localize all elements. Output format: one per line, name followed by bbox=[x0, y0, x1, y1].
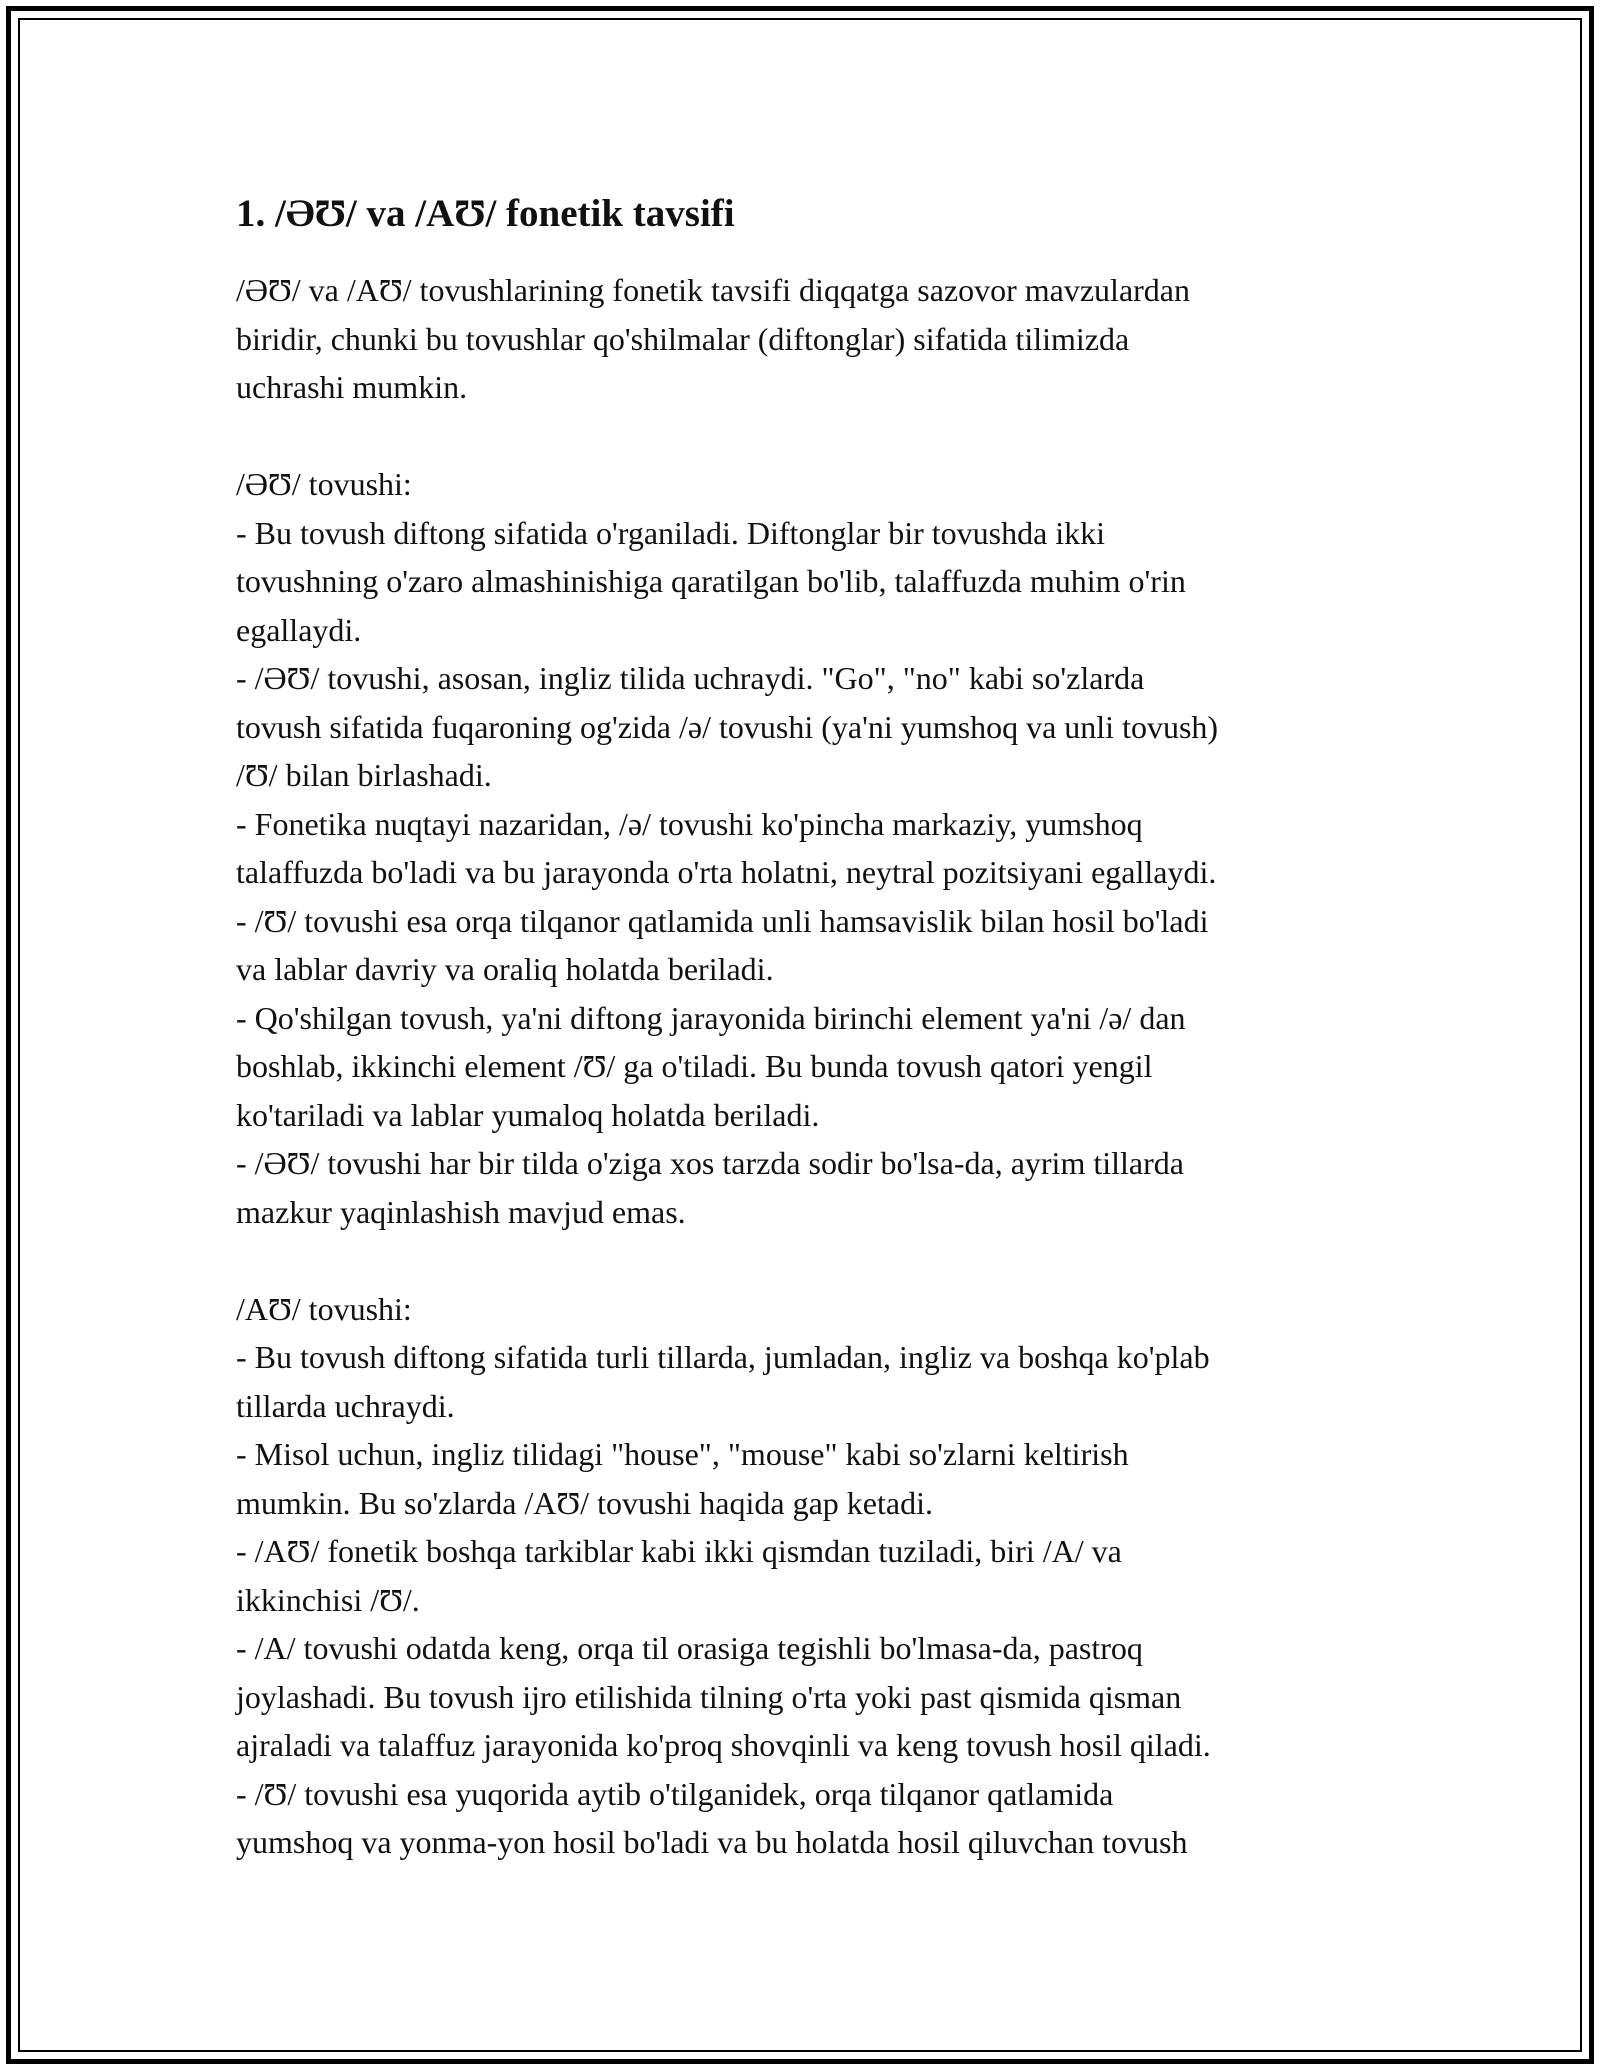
section-line: - /A/ tovushi odatda keng, orqa til orasiga tegishli bo'lmasa-da, pastroq bbox=[236, 1630, 1143, 1666]
section-au bbox=[236, 1285, 1376, 1867]
blank-line bbox=[236, 1236, 1376, 1285]
section-line: yumshoq va yonma-yon hosil bo'ladi va bu holatda hosil qiluvchan tovush bbox=[236, 1824, 1188, 1860]
section-line: - Qo'shilgan tovush, ya'ni diftong jarayonida birinchi element ya'ni /ə/ dan bbox=[236, 999, 1186, 1036]
blank-line bbox=[236, 412, 1376, 461]
intro-line: biridir, chunki bu tovushlar qo'shilmalar (diftonglar) sifatida tilimizda bbox=[236, 320, 1130, 357]
section-line: tovushning o'zaro almashinishiga qaratilgan bo'lib, talaffuzda muhim o'rin bbox=[236, 563, 1186, 599]
section-line: - /ƏƱ/ tovushi har bir tilda o'ziga xos tarzda sodir bo'lsa-da, ayrim tillarda bbox=[236, 1145, 1184, 1181]
section-line: tillarda uchraydi. bbox=[236, 1387, 455, 1424]
section-line: - /Ʊ/ tovushi esa yuqorida aytib o'tilganidek, orqa tilqanor qatlamida bbox=[236, 1775, 1114, 1812]
document-title: 1. /ƏƱ/ va /AƱ/ fonetik tavsifi bbox=[236, 192, 735, 235]
section-line: ikkinchisi /Ʊ/. bbox=[236, 1581, 420, 1618]
section-line: va lablar davriy va oraliq holatda beriladi. bbox=[236, 951, 774, 987]
section-line: - /Ʊ/ tovushi esa orqa tilqanor qatlamida unli hamsavislik bilan hosil bo'ladi bbox=[236, 902, 1209, 939]
section-line: egallaydi. bbox=[236, 611, 362, 648]
section-line: ajraladi va talaffuz jarayonida ko'proq shovqinli va keng tovush hosil qiladi. bbox=[236, 1727, 1211, 1763]
section-line: talaffuzda bo'ladi va bu jarayonda o'rta holatni, neytral pozitsiyani egallaydi. bbox=[236, 854, 1217, 890]
section-line: - Misol uchun, ingliz tilidagi "house", "mouse" kabi so'zlarni keltirish bbox=[236, 1436, 1129, 1472]
section-eu bbox=[236, 460, 1376, 1236]
section-line: mumkin. Bu so'zlarda /AƱ/ tovushi haqida gap ketadi. bbox=[236, 1484, 933, 1521]
section-line: - Fonetika nuqtayi nazaridan, /ə/ tovushi ko'pincha markaziy, yumshoq bbox=[236, 805, 1143, 842]
section-heading: /AƱ/ tovushi: bbox=[236, 1290, 412, 1327]
section-line: - Bu tovush diftong sifatida o'rganiladi. Diftonglar bir tovushda ikki bbox=[236, 514, 1106, 551]
section-line: /Ʊ/ bilan birlashadi. bbox=[236, 757, 492, 793]
section-line: boshlab, ikkinchi element /Ʊ/ ga o'tiladi. Bu bunda tovush qatori yengil bbox=[236, 1048, 1153, 1084]
section-line: - /ƏƱ/ tovushi, asosan, ingliz tilida uchraydi. "Go", "no" kabi so'zlarda bbox=[236, 660, 1145, 696]
section-line: - Bu tovush diftong sifatida turli tillarda, jumladan, ingliz va boshqa ko'plab bbox=[236, 1339, 1210, 1375]
intro-line: uchrashi mumkin. bbox=[236, 369, 468, 405]
section-line: - /AƱ/ fonetik boshqa tarkiblar kabi ikki qismdan tuziladi, biri /A/ va bbox=[236, 1533, 1122, 1569]
section-line: mazkur yaqinlashish mavjud emas. bbox=[236, 1193, 686, 1230]
intro-paragraph bbox=[236, 266, 1376, 412]
section-heading: /ƏƱ/ tovushi: bbox=[236, 466, 412, 502]
intro-line: /ƏƱ/ va /AƱ/ tovushlarining fonetik tavsifi diqqatga sazovor mavzulardan bbox=[236, 272, 1190, 308]
section-line: joylashadi. Bu tovush ijro etilishida tilning o'rta yoki past qismida qisman bbox=[236, 1678, 1182, 1715]
section-line: ko'tariladi va lablar yumaloq holatda beriladi. bbox=[236, 1096, 820, 1133]
section-line: tovush sifatida fuqaroning og'zida /ə/ tovushi (ya'ni yumshoq va unli tovush) bbox=[236, 708, 1219, 745]
document-body bbox=[236, 188, 1376, 1867]
